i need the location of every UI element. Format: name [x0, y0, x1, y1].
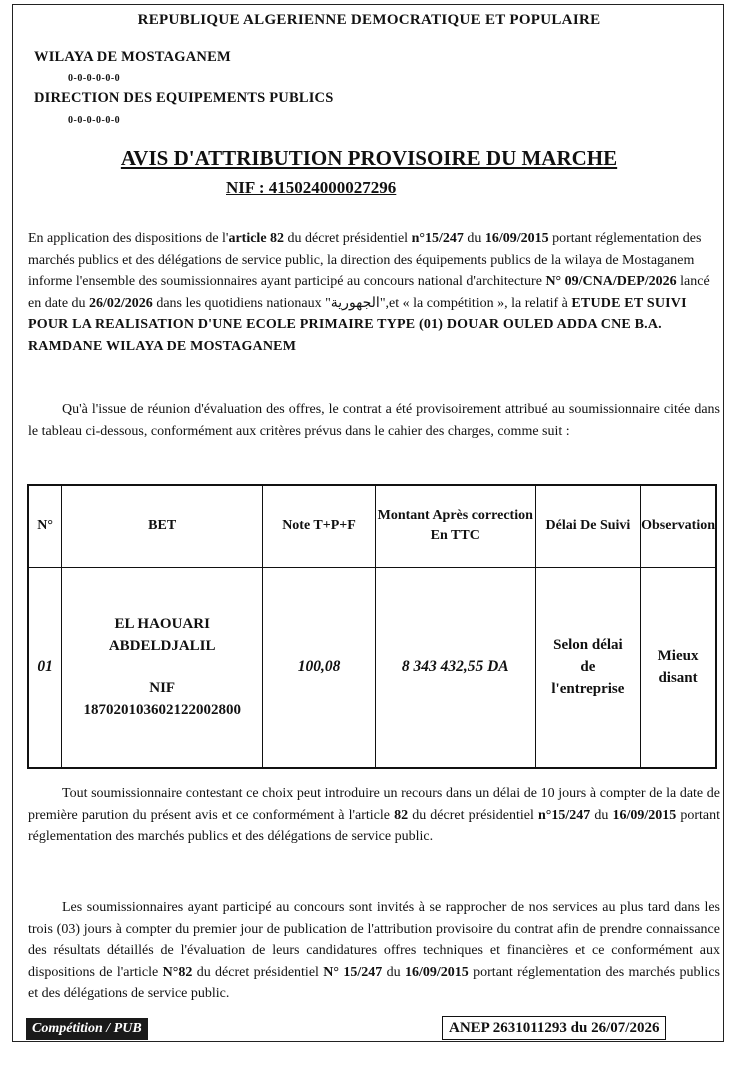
bet-name-line2: ABDELDJALIL: [108, 638, 216, 655]
republic-header: REPUBLIQUE ALGERIENNE DEMOCRATIQUE ET POPULAIRE: [137, 12, 601, 28]
cell-note: 100,08: [263, 567, 376, 768]
publication-label: Compétition / PUB: [26, 1018, 148, 1040]
table-header-row: [28, 485, 716, 567]
table-row: [28, 567, 716, 768]
cell-bet: [62, 567, 263, 768]
header-montant: Montant Après correction En TTC: [375, 485, 535, 567]
appeal-paragraph: Tout soumissionnaire contestant ce choix peut introduire un recours dans un délai de 10 jours à compter de la date de première parution du présent avis et ce conformément à l'article 82 du décret présidentiel n°15/247 du 16/09/2015 portant réglementation des marchés publics et des délégations de service public.: [28, 786, 720, 845]
invitation-paragraph: Les soumissionnaires ayant participé au concours sont invités à se rapprocher de nos services au plus tard dans les trois (03) jours à compter du premier jour de publication de l'attribution provisoire du contrat afin de prendre connaissance des résultats détaillés de l'évaluation de leurs candidatures offres techniques et financières et ce conformément aux dispositions de l'article N°82 du décret présidentiel N° 15/247 du 16/09/2015 portant réglementation des marchés publics et des délégations de service public.: [28, 900, 720, 1002]
separator: 0-0-0-0-0-0: [68, 115, 121, 126]
header-no: N°: [28, 485, 62, 567]
bet-nif-label: NIF: [149, 680, 176, 697]
separator: 0-0-0-0-0-0: [68, 73, 121, 84]
anep-reference: ANEP 2631011293 du 26/07/2026: [442, 1016, 666, 1040]
intro-paragraph: En application des dispositions de l'article 82 du décret présidentiel n°15/247 du 16/09/2015 portant réglementation des marchés publics et des délégations de service public, la direction des équipements publics de la wilaya de Mostaganem informe l'ensemble des soumissionnaires ayant participé au concours national d'architecture N° 09/CNA/DEP/2026 lancé en date du 26/02/2026 dans les quotidiens nationaux "الجهورية",et « la compétition », la relatif à ETUDE ET SUIVI POUR LA REALISATION D'UNE ECOLE PRIMAIRE TYPE (01) DOUAR OULED ADDA CNE B.A. RAMDANE WILAYA DE MOSTAGANEM: [28, 231, 710, 354]
header-delai: Délai De Suivi: [535, 485, 640, 567]
cell-no: 01: [28, 567, 62, 768]
cell-delai: Selon délai de l'entreprise: [535, 567, 640, 768]
cell-observation: Mieux disant: [641, 567, 716, 768]
notice-title: AVIS D'ATTRIBUTION PROVISOIRE DU MARCHE: [120, 146, 618, 170]
header-bet: BET: [62, 485, 263, 567]
cell-montant: 8 343 432,55 DA: [375, 567, 535, 768]
bet-nif-value: 187020103602122002800: [83, 702, 241, 719]
nif-number: NIF : 415024000027296: [226, 178, 397, 197]
attribution-table: [27, 484, 717, 769]
header-observation: Observation: [641, 485, 716, 567]
project-title: ETUDE ET SUIVI POUR LA REALISATION D'UNE ECOLE PRIMAIRE TYPE (01) DOUAR OULED ADDA CNE B.A. RAMDANE WILAYA DE MOSTAGANEM: [28, 295, 687, 354]
header-note: Note T+P+F: [263, 485, 376, 567]
wilaya-header: WILAYA DE MOSTAGANEM: [34, 49, 231, 65]
bet-name-line1: EL HAOUARI: [114, 616, 210, 633]
result-paragraph: Qu'à l'issue de réunion d'évaluation des offres, le contrat a été provisoirement attribué au soumissionnaire citée dans le tableau ci-dessous, conformément aux critères prévus dans le cahier des charges, comme suit :: [28, 402, 720, 439]
direction-header: DIRECTION DES EQUIPEMENTS PUBLICS: [34, 90, 334, 106]
